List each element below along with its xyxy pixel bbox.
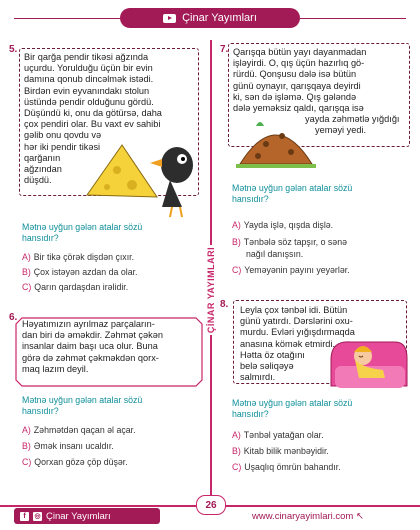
footer-website[interactable]: [252, 511, 364, 522]
option-text: Zəhmətdən qaçan əl açar.: [33, 425, 136, 435]
header-rule-left: [14, 18, 120, 19]
text-line: Hətta öz otağını: [240, 349, 305, 360]
option-letter: A): [22, 425, 31, 435]
question-6-text: [22, 319, 163, 375]
text-line: insanlar daim başı uca olur. Buna: [22, 341, 158, 352]
text-line: gəlib onu qovdu və: [24, 130, 102, 141]
text-line: ki, sən də işləmə. Qış gələndə: [233, 91, 357, 102]
option-letter: A): [232, 430, 241, 440]
anthill-illustration: [236, 112, 316, 168]
text-line: Leyla çox tənbəl idi. Bütün: [240, 305, 348, 315]
option-text: Bir tikə çörək dişdən çıxır.: [33, 252, 135, 262]
text-line: Qarışqa bütün yayı dayanmadan: [233, 47, 367, 57]
cursor-icon: ↖: [356, 511, 364, 522]
text-line: rürdü. Qonşusu dələ isə bütün: [233, 69, 357, 80]
header-banner: [120, 8, 300, 28]
option-letter: C): [232, 462, 242, 472]
option-text: nağıl danışsın.: [246, 249, 304, 259]
question-7-prompt: [232, 183, 352, 205]
option-text: Qarın qardaşdan irəlidir.: [34, 282, 129, 292]
text-line: ağzından: [24, 164, 62, 175]
text-line: günü yatırdı. Dərslərini oxu-: [240, 316, 353, 327]
option-letter: A): [232, 220, 241, 230]
text-line: murdu. Evləri yığışdırmaqda: [240, 327, 355, 338]
text-line: damına qonub dincəlmək istədi.: [24, 74, 154, 85]
instagram-icon[interactable]: ◎: [34, 513, 41, 520]
facebook-icon[interactable]: f: [20, 512, 29, 521]
question-5-prompt: [22, 222, 142, 244]
option-text: Qorxan gözə çöp düşər.: [34, 457, 128, 467]
question-8-option-a[interactable]: [232, 430, 324, 441]
text-line: üstündə pendir olduğunu gördü.: [24, 96, 154, 107]
text-line: işləyirdi. O, qış üçün hazırlıq gö-: [233, 58, 365, 69]
option-text: Yeməyənin payını yeyərlər.: [244, 265, 350, 275]
option-letter: B): [232, 237, 241, 247]
question-8-prompt: [232, 398, 352, 420]
question-8-option-c[interactable]: [232, 462, 341, 473]
option-text: Kitab bilik mənbəyidir.: [243, 446, 329, 456]
text-line: yayda zəhmətlə yığdığı: [305, 114, 400, 125]
crow-cheese-illustration: [82, 125, 212, 220]
text-line: günü oynayır, qarışqaya deyirdi: [233, 80, 361, 91]
footer-publisher: [14, 508, 160, 524]
text-line: Birdən evin eyvanındakı stolun: [24, 85, 150, 96]
youtube-icon: [163, 14, 176, 23]
option-letter: C): [232, 265, 242, 275]
prompt-line: hansıdır?: [232, 409, 269, 419]
text-line: dan biri də əməkdir. Zəhmət çəkən: [22, 330, 163, 341]
text-line: hər iki pendir tikəsi: [24, 141, 101, 152]
option-letter: C): [22, 282, 32, 292]
side-logo-text: ÇİNAR YAYIMLARI: [206, 246, 216, 334]
question-6-prompt: [22, 395, 142, 417]
option-text: Çox istəyən azdan da olar.: [33, 267, 138, 277]
footer-publisher-name: Çinar Yayımları: [46, 510, 111, 522]
question-5-option-b[interactable]: [22, 267, 137, 278]
text-line: yeməyi yedi.: [315, 125, 367, 136]
prompt-line: Mətnə uyğun gələn atalar sözü: [22, 395, 143, 405]
question-8-number: 8.: [220, 299, 229, 310]
option-text: Tənbələ söz tapşır, o sənə: [243, 237, 347, 247]
prompt-line: hansıdır?: [22, 233, 59, 243]
text-line: uçurdu. Yoruldu͏ğu üçün bir evin: [24, 63, 153, 74]
question-5-option-c[interactable]: [22, 282, 128, 293]
text-line: Həyatımızın ayrılmaz parçaların-: [22, 319, 155, 329]
question-8-option-b[interactable]: [232, 446, 329, 457]
prompt-line: hansıdır?: [232, 194, 269, 204]
question-7-option-b-continued: [246, 249, 303, 260]
option-text: Əmək insanı ucaldır.: [33, 441, 114, 451]
text-line: maq lazım deyil.: [22, 363, 89, 374]
prompt-line: hansıdır?: [22, 406, 59, 416]
text-line: belə səliqəyə: [240, 361, 294, 372]
question-6-number: 6.: [9, 312, 18, 323]
header-title: Çinar Yayımları: [182, 12, 257, 24]
text-line: salmırdı.: [240, 372, 276, 383]
question-7-option-a[interactable]: [232, 220, 333, 231]
text-line: çox pendiri olar. Bu vaxt ev sahibi: [24, 119, 161, 130]
page-number: 26: [196, 495, 226, 515]
question-5-number: 5.: [9, 44, 18, 55]
text-line: Bir qarğa pendir tikəsi ağzında: [24, 52, 149, 62]
text-line: anasına kömək etmirdi.: [240, 338, 335, 349]
option-text: Uşaqlıq ömrün bahandır.: [244, 462, 341, 472]
website-link[interactable]: www.cinaryayimlari.com: [252, 511, 354, 522]
option-letter: B): [232, 446, 241, 456]
question-6-option-c[interactable]: [22, 457, 128, 468]
question-7-option-b[interactable]: [232, 237, 347, 248]
text-line: düşdü.: [24, 175, 52, 186]
option-text: Yayda işlə, qışda dişlə.: [243, 220, 334, 230]
text-line: görə də zəhmət çəkməkdən qorx-: [22, 352, 159, 363]
option-letter: C): [22, 457, 32, 467]
option-letter: A): [22, 252, 31, 262]
option-text: Tənbəl yatağan olar.: [243, 430, 324, 440]
text-line: dələ yeməksiz qaldı, qarışqa isə: [233, 103, 364, 114]
header-rule-right: [300, 18, 406, 19]
prompt-line: Mətnə uyğun gələn atalar sözü: [232, 398, 353, 408]
option-letter: B): [22, 441, 31, 451]
text-line: Düşündü ki, onu da götürsə, daha: [24, 108, 162, 119]
question-7-number: 7.: [220, 44, 229, 55]
question-6-option-b[interactable]: [22, 441, 114, 452]
sleeping-girl-illustration: [325, 330, 410, 396]
prompt-line: Mətnə uyğun gələn atalar sözü: [22, 222, 143, 232]
text-line: qarğanın: [24, 152, 61, 163]
prompt-line: Mətnə uyğun gələn atalar sözü: [232, 183, 353, 193]
option-letter: B): [22, 267, 31, 277]
question-7-option-c[interactable]: [232, 265, 350, 276]
question-5-option-a[interactable]: [22, 252, 134, 263]
question-6-option-a[interactable]: [22, 425, 136, 436]
